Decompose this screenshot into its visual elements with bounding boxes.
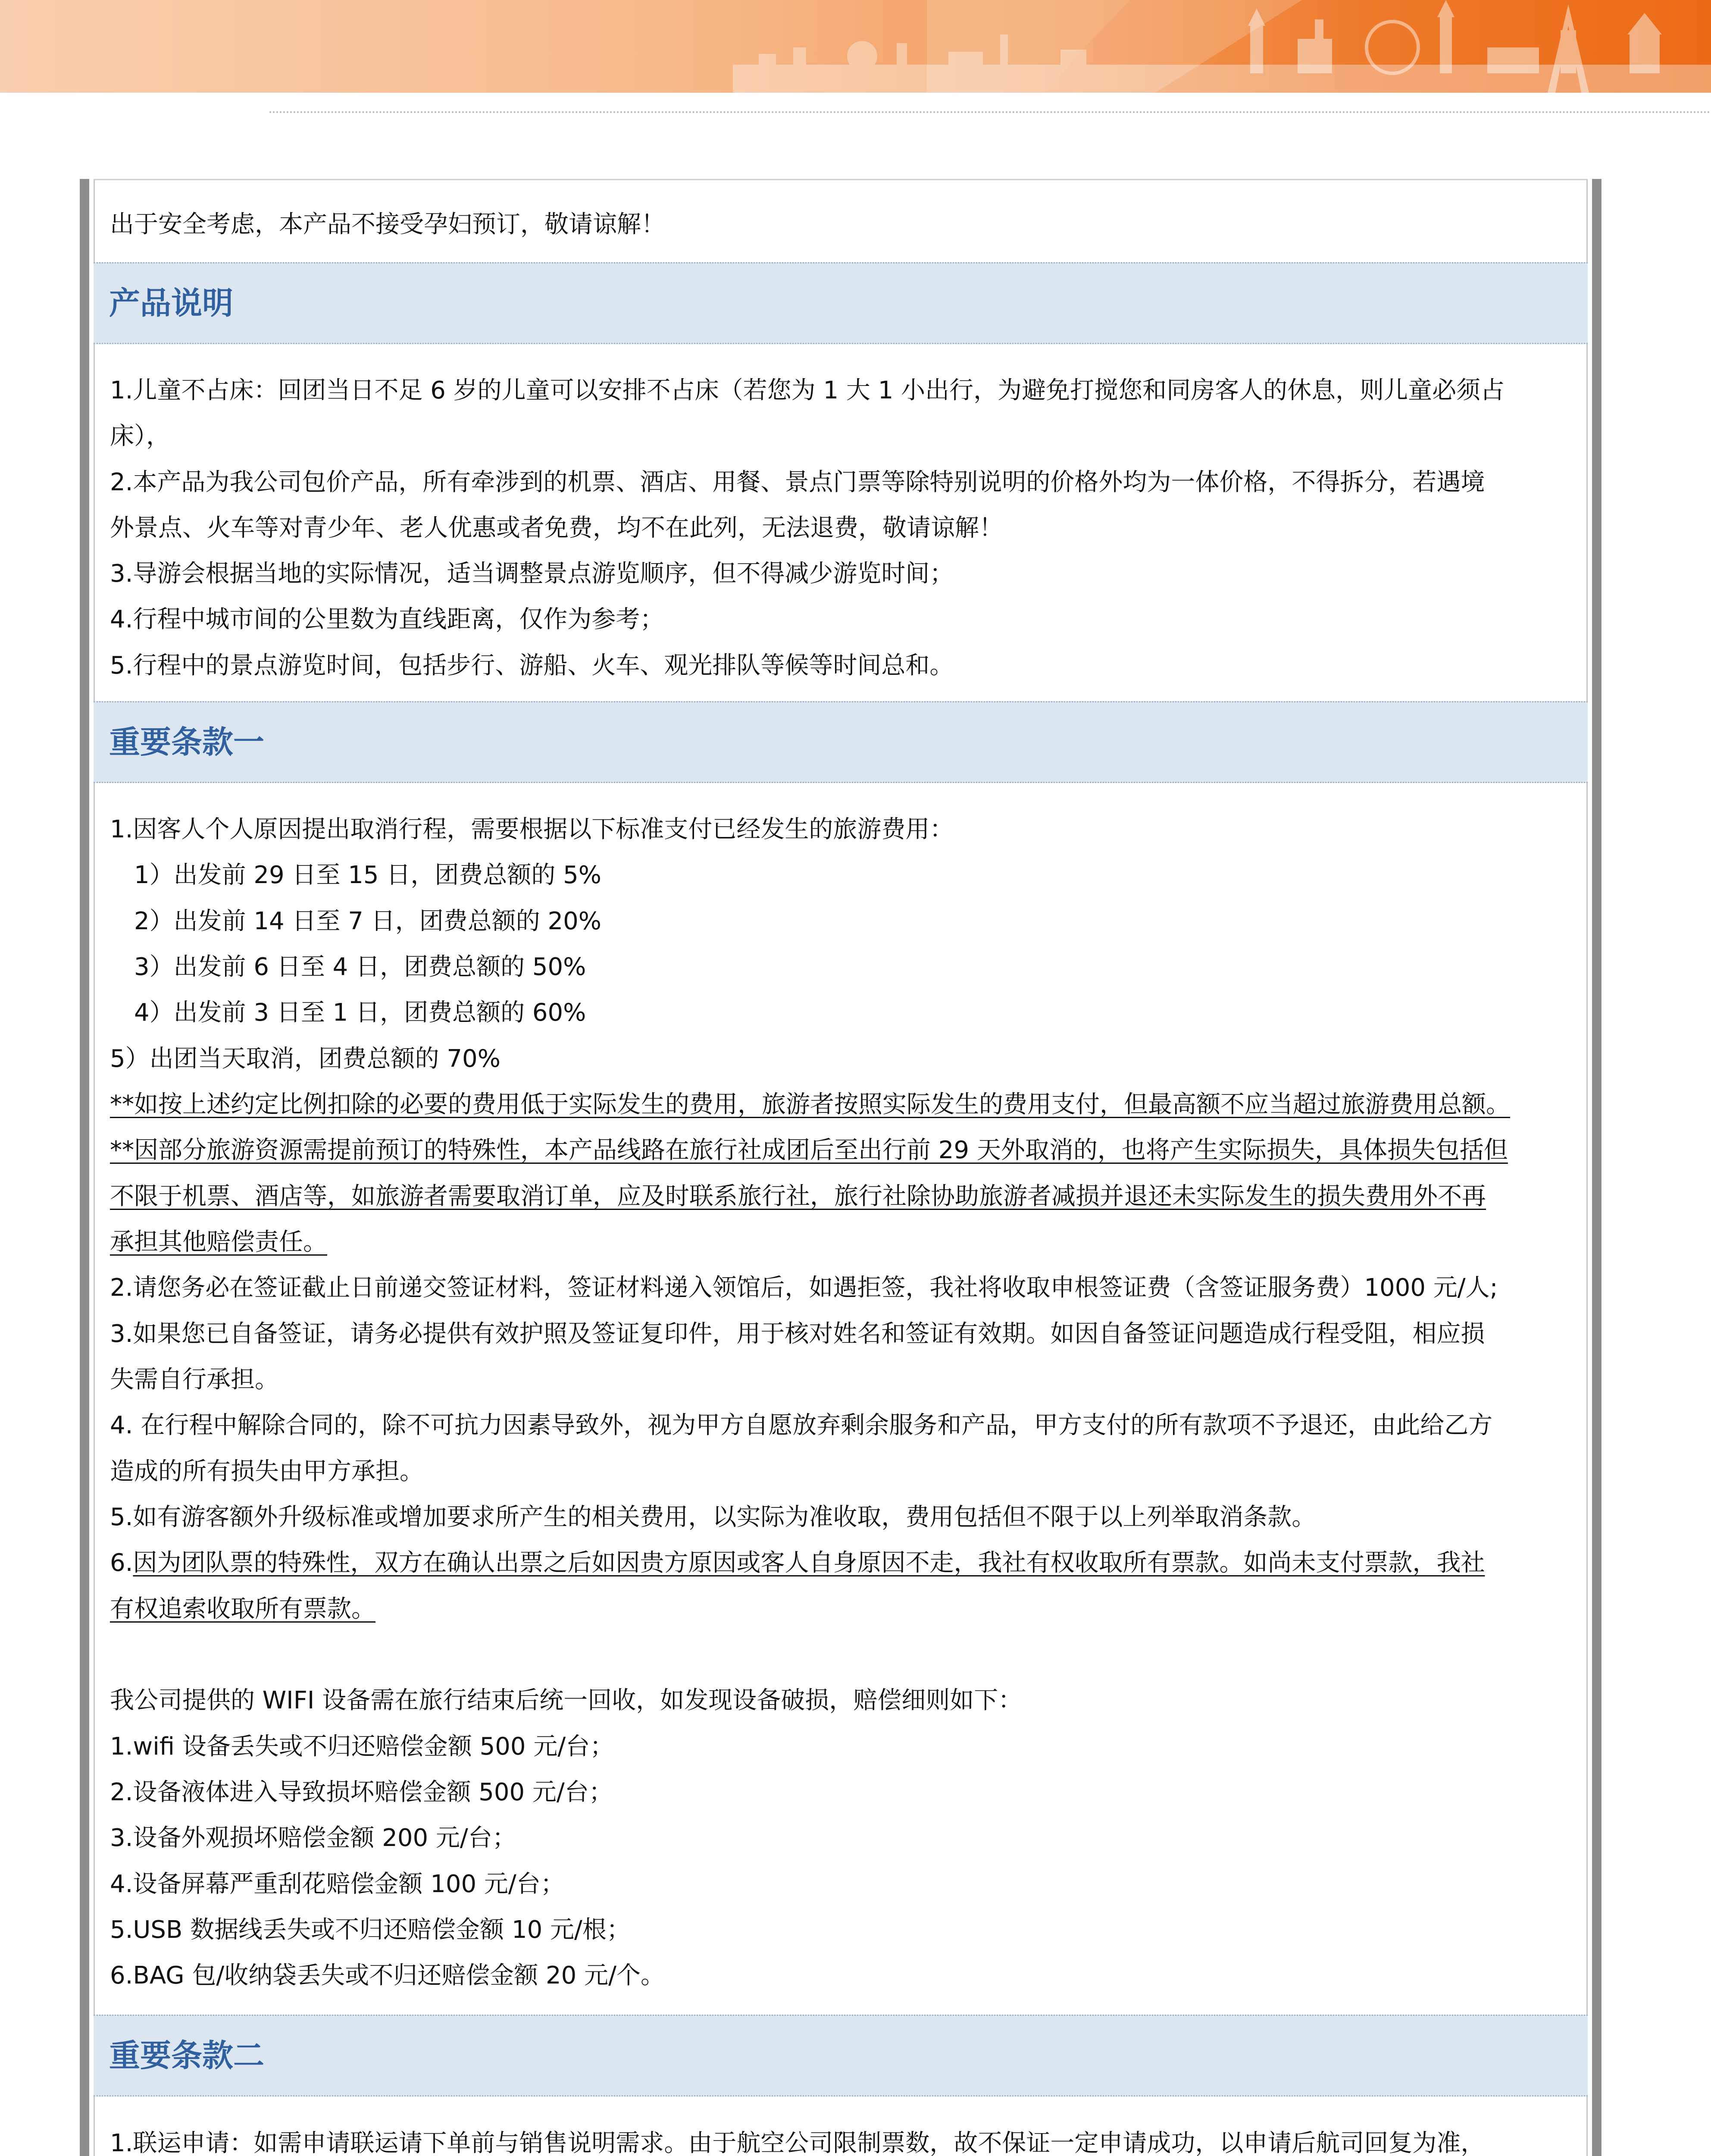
- safety-notice: 出于安全考虑，本产品不接受孕妇预订，敬请谅解！: [110, 210, 665, 238]
- list-item: 1）出发前 29 日至 15 日，团费总额的 5%: [134, 861, 601, 889]
- list-item: 3.导游会根据当地的实际情况，适当调整景点游览顺序，但不得减少游览时间；: [110, 560, 954, 588]
- list-item: 承担其他赔偿责任。: [110, 1228, 327, 1256]
- list-item: 4.行程中城市间的公里数为直线距离，仅作为参考；: [110, 605, 664, 633]
- header-banner: [0, 0, 1711, 93]
- header-divider: [269, 111, 1711, 113]
- list-item: 5.USB 数据线丢失或不归还赔偿金额 10 元/根；: [110, 1916, 631, 1944]
- list-item: 6.BAG 包/收纳袋丢失或不归还赔偿金额 20 元/个。: [110, 1962, 665, 1990]
- city-skyline-icon: [0, 0, 1711, 93]
- item-text: 因为团队票的特殊性，双方在确认出票之后如因贵方原因或客人自身原因不走，我社有权收取所有票款。如尚未支付票款，我社: [133, 1549, 1485, 1577]
- list-item: 2.设备液体进入导致损坏赔偿金额 500 元/台；: [110, 1778, 613, 1806]
- list-item: 3）出发前 6 日至 4 日，团费总额的 50%: [134, 953, 586, 981]
- list-item: 2.本产品为我公司包价产品，所有牵涉到的机票、酒店、用餐、景点门票等除特别说明的价格外均为一体价格，不得拆分，若遇境: [110, 468, 1485, 496]
- wifi-intro: 我公司提供的 WIFI 设备需在旅行结束后统一回收，如发现设备破损，赔偿细则如下：: [110, 1686, 1023, 1714]
- section-header-terms1: [94, 701, 1588, 783]
- list-item: 外景点、火车等对青少年、老人优惠或者免费，均不在此列，无法退费，敬请谅解！: [110, 514, 1003, 542]
- list-item: 2.请您务必在签证截止日前递交签证材料，签证材料递入领馆后，如遇拒签，我社将收取申根签证费（含签证服务费）1000 元/人;: [110, 1274, 1498, 1302]
- list-item: **因部分旅游资源需提前预订的特殊性，本产品线路在旅行社成团后至出行前 29 天外取消的，也将产生实际损失，具体损失包括但: [110, 1136, 1508, 1164]
- list-item: 1.因客人个人原因提出取消行程，需要根据以下标准支付已经发生的旅游费用：: [110, 815, 954, 843]
- section-title: 重要条款一: [109, 724, 265, 760]
- list-item: 1.联运申请：如需申请联运请下单前与销售说明需求。由于航空公司限制票数，故不保证一定申请成功，以申请后航司回复为准，: [110, 2129, 1485, 2156]
- list-item: 有权追索收取所有票款。: [110, 1595, 375, 1623]
- list-item: 4.设备屏幕严重刮花赔偿金额 100 元/台；: [110, 1870, 565, 1898]
- section-header-product: [94, 262, 1588, 344]
- list-item: 4. 在行程中解除合同的，除不可抗力因素导致外，视为甲方自愿放弃剩余服务和产品，甲方支付的所有款项不予退还，由此给乙方: [110, 1411, 1493, 1439]
- list-item: 5.如有游客额外升级标准或增加要求所产生的相关费用，以实际为准收取，费用包括但不限于以上列举取消条款。: [110, 1503, 1316, 1531]
- list-item: 3.如果您已自备签证，请务必提供有效护照及签证复印件，用于核对姓名和签证有效期。如因自备签证问题造成行程受阻，相应损: [110, 1320, 1485, 1348]
- content-frame: [80, 179, 1602, 2156]
- list-item: 失需自行承担。: [110, 1366, 279, 1394]
- list-item: 5）出团当天取消，团费总额的 70%: [110, 1045, 500, 1073]
- list-item: 1.wifi 设备丢失或不归还赔偿金额 500 元/台；: [110, 1733, 614, 1761]
- list-item: 2）出发前 14 日至 7 日，团费总额的 20%: [134, 907, 601, 935]
- list-item: 造成的所有损失由甲方承担。: [110, 1457, 424, 1485]
- list-item: 不限于机票、酒店等，如旅游者需要取消订单，应及时联系旅行社，旅行社除协助旅游者减损并退还未实际发生的损失费用外不再: [110, 1182, 1486, 1210]
- section-title: 重要条款二: [109, 2037, 265, 2074]
- list-item: 1.儿童不占床：回团当日不足 6 岁的儿童可以安排不占床（若您为 1 大 1 小出行，为避免打搅您和同房客人的休息，则儿童必须占: [110, 376, 1505, 404]
- item-number: 6.: [110, 1549, 133, 1577]
- list-item: 3.设备外观损坏赔偿金额 200 元/台；: [110, 1824, 516, 1852]
- list-item: 5.行程中的景点游览时间，包括步行、游船、火车、观光排队等候等时间总和。: [110, 652, 954, 680]
- section-title: 产品说明: [109, 285, 234, 321]
- section-header-terms2: [94, 2015, 1588, 2096]
- list-item: 4）出发前 3 日至 1 日，团费总额的 60%: [134, 999, 586, 1027]
- list-item: **如按上述约定比例扣除的必要的费用低于实际发生的费用，旅游者按照实际发生的费用支付，但最高额不应当超过旅游费用总额。: [110, 1091, 1510, 1119]
- list-item: 床），: [110, 422, 170, 450]
- list-item: [110, 1540, 1580, 1586]
